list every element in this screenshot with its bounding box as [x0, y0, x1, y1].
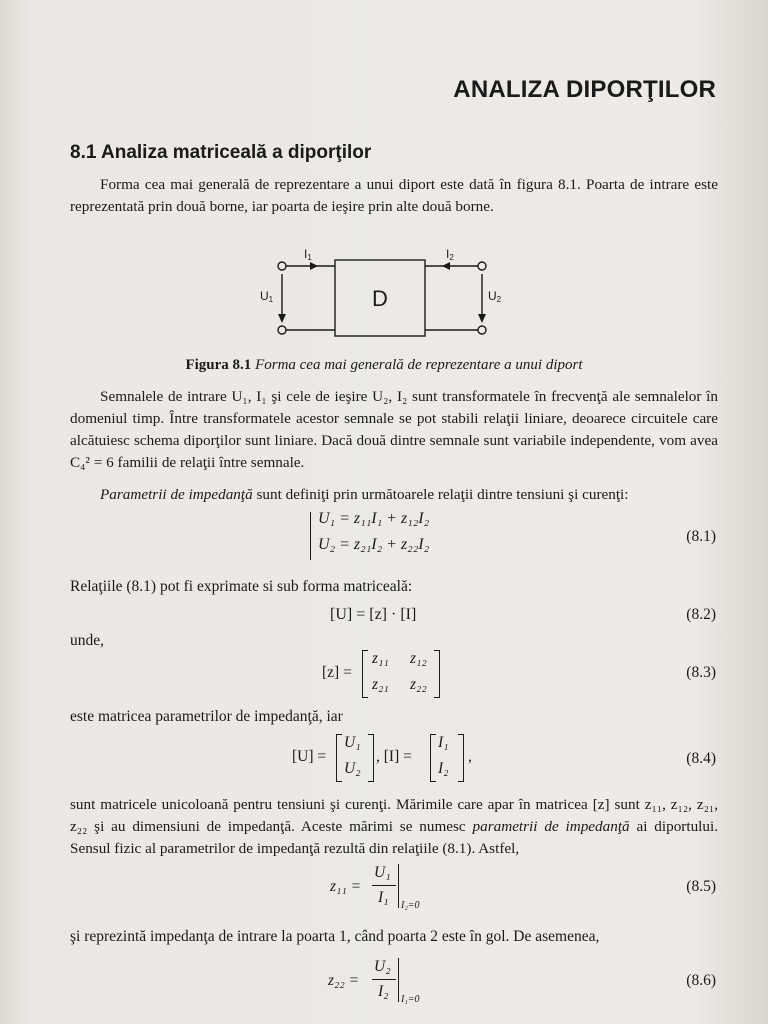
output-terminal-top [478, 262, 486, 270]
input-terminal-bottom [278, 326, 286, 334]
current-arrow-i2 [442, 262, 450, 270]
current-arrow-i1 [310, 262, 318, 270]
paragraph-matrix-desc: este matricea parametrilor de impedanţă, iar [70, 708, 343, 725]
two-port-diagram [250, 246, 510, 350]
label-u2: U [488, 289, 497, 303]
paragraph-impedance-def: Parametrii de impedanţă sunt definiţi prin următoarele relaţii dintre tensiuni şi curenţi: [100, 486, 629, 503]
equation-8-2: [U] = [z] · [I] [330, 606, 417, 623]
label-i2: I [446, 247, 450, 261]
voltage-arrow-u1 [278, 314, 286, 323]
caption-number: Figura 8.1 [185, 357, 252, 373]
paragraph-impedance-params: sunt matricele unicoloană pentru tensiuni şi curenţi. Mărimile care apar în matricea [z] sunt z₁₁, z₁₂, z₂₁, z₂₂ şi au dimensiuni de impedanţă. Aceste mărimi se numesc parametrii de impedanţă ai diportului. Sensul fizic al parametrilor de impedanţă rezultă din relaţiile (8.1). Astfel, [70, 796, 719, 857]
equation-number-8-1: (8.1) [686, 528, 716, 545]
figure-caption [0, 357, 768, 374]
voltage-arrow-u2 [478, 314, 486, 323]
document-page: ANALIZA DIPORŢILOR 8.1 Analiza matriceală a diporţilor Forma cea mai generală de reprezentare a unui diport este dată în figura 8.1. Poarta de intrare este reprezentată prin două borne, iar poarta de ieşire prin alte două borne. D I1 I2 U1 U2 Figura 8.1 Forma cea mai generală de reprezentare a unui diport Semnalele de intrare U₁, I₁ şi cele de ieşire U₂, I₂ sunt transformatele în frecvenţă ale semnalelor în domeniul timp. Între transformatele acestor semnale se pot stabili relaţii liniare, deoarece circuitele care alcătuiesc schema diporţilor sunt liniare. Dacă două dintre semnale sunt variabile independente, vom avea C₄² = 6 familii de relaţii între semnale. Parametrii de impedanţă sunt definiţi prin următoarele relaţii dintre tensiuni şi curenţi: U₁ = z₁₁I₁ + z₁₂I₂ U₂ = z₂₁I₂ + z₂₂I₂ (8.1) Relaţiile (8.1) pot fi exprimate si sub forma matriceală: [U] = [z] · [I] (8.2) unde, [z] = z₁₁ z₁₂ z₂₁ z₂₂ (8.3) este matricea parametrilor de impedanţă, iar [U] = U₁ U₂ , [I] = I₁ I₂ , (8.4) sunt matricele unicoloană pentru tensiuni şi curenţi. Mărimile care apar în matricea [z] sunt z₁₁, z₁₂, z₂₁, z₂₂ şi au dimensiuni de impedanţă. Aceste mărimi se numesc parametrii de impedanţă ai diportului. Sensul fizic al parametrilor de impedanţă rezultă din relaţiile (8.1). Astfel, z₁₁ = U₁ I₁ I₂=0 (8.5) şi reprezintă impedanţa de intrare la poarta 1, când poarta 2 este în gol. De asemenea, z₂₂ = U₂ I₂ I₁=0 (8.6) [0, 0, 768, 1024]
input-terminal-top [278, 262, 286, 270]
svg-text:I2: I2 [446, 247, 454, 262]
paragraph-input-impedance: şi reprezintă impedanţa de intrare la poarta 1, când poarta 2 este în gol. De asemenea, [70, 928, 600, 945]
equation-number-8-2: (8.2) [686, 606, 716, 623]
paragraph-matrix-form: Relaţiile (8.1) pot fi exprimate si sub forma matriceală: [70, 578, 413, 595]
equation-number-8-6: (8.6) [686, 972, 716, 989]
label-u1: U [260, 289, 269, 303]
equation-number-8-4: (8.4) [686, 750, 716, 767]
equation-number-8-3: (8.3) [686, 664, 716, 681]
equation-number-8-5: (8.5) [686, 878, 716, 895]
paragraph-signals: Semnalele de intrare U₁, I₁ şi cele de ieşire U₂, I₂ sunt transformatele în frecvenţă ale semnalelor în domeniul timp. Între transformatele acestor semnale se pot stabili relaţii liniare, deoarece circuitele care alcătuiesc schema diporţilor sunt liniare. Dacă două dintre semnale sunt variabile independente, vom avea C₄² = 6 familii de relaţii între semnale. [70, 388, 718, 471]
svg-text:I1: I1 [304, 247, 312, 262]
svg-text:U1: U1 [260, 289, 274, 304]
text-unde: unde, [70, 632, 105, 649]
section-title: 8.1 Analiza matriceală a diporţilor [70, 142, 372, 163]
label-i1: I [304, 247, 308, 261]
caption-text: Forma cea mai generală de reprezentare a unui diport [255, 357, 583, 373]
svg-text:U2: U2 [488, 289, 502, 304]
output-terminal-bottom [478, 326, 486, 334]
box-label: D [372, 286, 388, 311]
chapter-title: ANALIZA DIPORŢILOR [453, 76, 716, 103]
paragraph-intro: Forma cea mai generală de reprezentare a unui diport este dată în figura 8.1. Poarta de intrare este reprezentată prin două borne, iar poarta de ieşire prin alte două borne. [70, 176, 718, 215]
